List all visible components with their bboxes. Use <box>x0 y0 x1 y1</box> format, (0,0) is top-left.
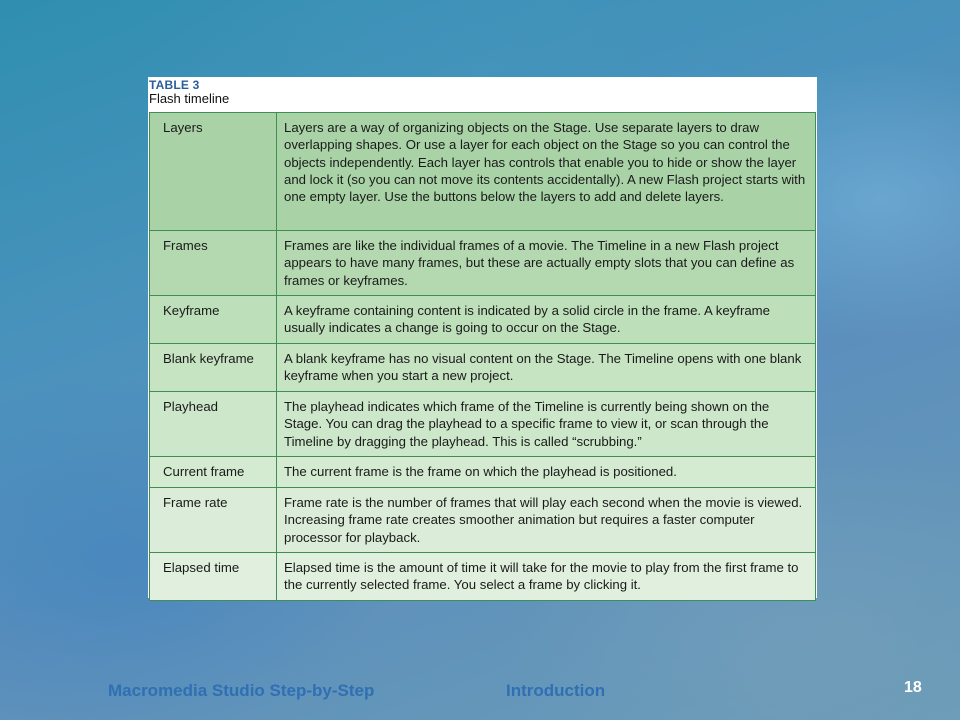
description-cell: A blank keyframe has no visual content on the Stage. The Timeline opens with one blank keyframe when you start a new project. <box>277 344 816 392</box>
footer-section-name: Introduction <box>506 681 606 700</box>
description-cell: Elapsed time is the amount of time it will take for the movie to play from the first frame to the currently selected frame. You select a frame by clicking it. <box>277 553 816 601</box>
term-cell: Playhead <box>150 392 277 457</box>
description-cell: A keyframe containing content is indicated by a solid circle in the frame. A keyframe usually indicates a change is going to occur on the Stage. <box>277 296 816 344</box>
table-panel <box>148 77 817 598</box>
table-row <box>150 457 816 488</box>
flash-timeline-table <box>149 112 816 601</box>
term-cell: Layers <box>150 113 277 231</box>
table-title: Flash timeline <box>149 91 230 106</box>
table-row <box>150 113 816 231</box>
table-row <box>150 231 816 296</box>
term-cell: Keyframe <box>150 296 277 344</box>
page-number: 18 <box>904 679 922 696</box>
footer-course-title: Macromedia Studio Step-by-Step <box>108 681 375 700</box>
term-cell: Frame rate <box>150 488 277 553</box>
table-row <box>150 296 816 344</box>
table-row <box>150 344 816 392</box>
description-cell: Layers are a way of organizing objects on the Stage. Use separate layers to draw overlapping shapes. Or use a layer for each object on the Stage so you can control the objects independently. Each layer has controls that enable you to hide or show the layer and lock it (so you can not move its contents accidentally). A new Flash project starts with one empty layer. Use the buttons below the layers to add and delete layers. <box>277 113 816 231</box>
description-cell: The current frame is the frame on which the playhead is positioned. <box>277 457 816 488</box>
term-cell: Elapsed time <box>150 553 277 601</box>
description-cell: Frame rate is the number of frames that will play each second when the movie is viewed. Increasing frame rate creates smoother animation but requires a faster computer processor for playback. <box>277 488 816 553</box>
term-cell: Frames <box>150 231 277 296</box>
term-cell: Current frame <box>150 457 277 488</box>
description-cell: The playhead indicates which frame of the Timeline is currently being shown on the Stage. You can drag the playhead to a specific frame to view it, or scan through the Timeline by dragging the playhead. This is called “scrubbing.” <box>277 392 816 457</box>
table-header <box>148 77 817 112</box>
description-cell: Frames are like the individual frames of a movie. The Timeline in a new Flash project appears to have many frames, but these are actually empty slots that you can define as frames or keyframes. <box>277 231 816 296</box>
term-cell: Blank keyframe <box>150 344 277 392</box>
table-row <box>150 553 816 601</box>
table-row <box>150 392 816 457</box>
table-row <box>150 488 816 553</box>
table-label: TABLE 3 <box>149 78 200 92</box>
